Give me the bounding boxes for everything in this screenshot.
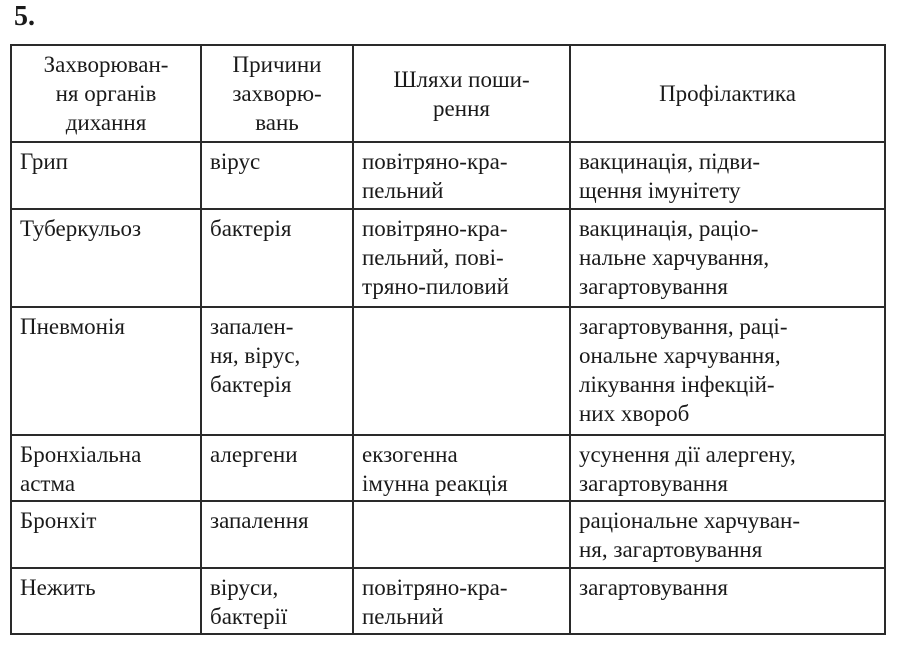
cell-disease: Нежить: [11, 568, 201, 634]
table-row: [11, 307, 885, 435]
cell-cause: віруси, бактерії: [201, 568, 353, 634]
table-row: [11, 142, 885, 209]
cell-disease: Бронхіальна астма: [11, 435, 201, 501]
cell-cause: запалення: [201, 501, 353, 568]
cell-cause: вірус: [201, 142, 353, 209]
cell-prevention: усунення дії алергену, загартовування: [570, 435, 885, 501]
cell-disease: Грип: [11, 142, 201, 209]
cell-spread: повітряно-кра- пельний: [353, 568, 570, 634]
cell-prevention: вакцинація, раціо- нальне харчування, загартовування: [570, 209, 885, 307]
cell-spread: повітряно-кра- пельний: [353, 142, 570, 209]
header-disease: Захворюван- ня органів дихання: [11, 45, 201, 142]
cell-spread: [353, 501, 570, 568]
task-number: 5.: [14, 1, 35, 32]
cell-spread: екзогенна імунна реакція: [353, 435, 570, 501]
cell-cause: бактерія: [201, 209, 353, 307]
cell-spread: [353, 307, 570, 435]
cell-cause: запален- ня, вірус, бактерія: [201, 307, 353, 435]
cell-prevention: загартовування, раці- ональне харчування, лікування інфекцій- них хвороб: [570, 307, 885, 435]
header-spread: Шляхи поши- рення: [353, 45, 570, 142]
cell-disease: Бронхіт: [11, 501, 201, 568]
table-row: [11, 501, 885, 568]
cell-prevention: загартовування: [570, 568, 885, 634]
table-row: [11, 435, 885, 501]
cell-prevention: вакцинація, підви- щення імунітету: [570, 142, 885, 209]
cell-cause: алергени: [201, 435, 353, 501]
diseases-table: [10, 44, 886, 635]
table-row: [11, 568, 885, 634]
header-prevention: Профілактика: [570, 45, 885, 142]
table-row: [11, 209, 885, 307]
table-header-row: [11, 45, 885, 142]
cell-spread: повітряно-кра- пельний, пові- тряно-пиловий: [353, 209, 570, 307]
cell-disease: Туберкульоз: [11, 209, 201, 307]
cell-disease: Пневмонія: [11, 307, 201, 435]
header-causes: Причини захворю- вань: [201, 45, 353, 142]
cell-prevention: раціональне харчуван- ня, загартовування: [570, 501, 885, 568]
